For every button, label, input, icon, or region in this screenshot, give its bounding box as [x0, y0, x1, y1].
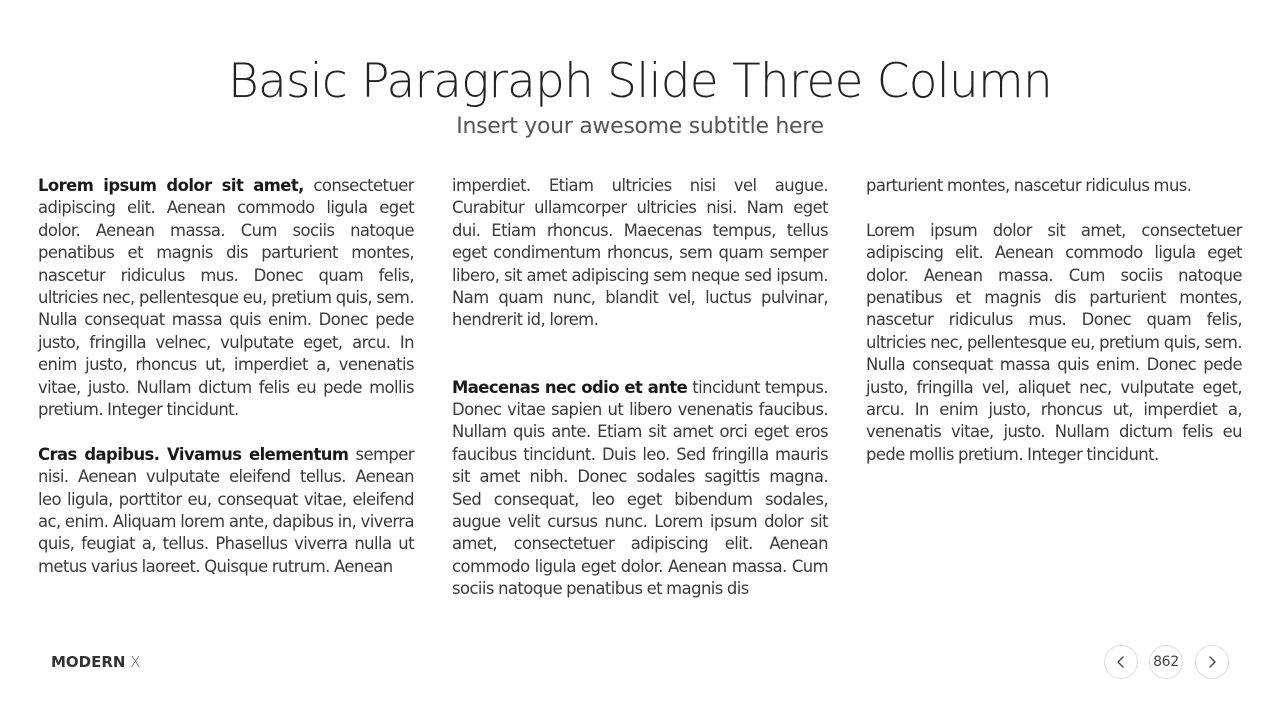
page-number: 862 — [1153, 654, 1179, 670]
paragraph-lead: Cras dapibus. Vivamus elementum — [38, 444, 349, 464]
slide-title: Basic Paragraph Slide Three Column — [228, 54, 1052, 109]
paragraph — [866, 220, 1242, 466]
text-column-1 — [38, 175, 414, 578]
paragraph — [452, 175, 828, 332]
paragraph-lead: Lorem ipsum dolor sit amet, — [38, 176, 304, 195]
text-column-2 — [452, 175, 828, 601]
paragraph-spacer — [38, 421, 414, 443]
chevron-right-icon — [1205, 655, 1219, 669]
paragraph-text: semper nisi. Aenean vulputate eleifend tellus. Aenean leo ligula, porttitor eu, consequat vitae, eleifend ac, enim. Aliquam lorem ante, dapibus in, viverra quis, feugiat a, tellus. Phasellus viverra nulla ut metus varius laoreet. Quisque rutrum. Aenean — [38, 444, 414, 576]
paragraph-text: imperdiet. Etiam ultricies nisi vel augue. Curabitur ullamcorper ultricies nisi. Nam eget dui. Etiam rhoncus. Maecenas tempus, tellus eget condimentum rhoncus, sem quam semper libero, sit amet adipiscing sem neque sed ipsum. Nam quam nunc, blandit vel, luctus pulvinar, hendrerit id, lorem. — [452, 176, 828, 330]
chevron-left-icon — [1114, 655, 1128, 669]
paragraph-text: tincidunt tempus. Donec vitae sapien ut libero venenatis faucibus. Nullam quis ante. Etiam sit amet orci eget eros faucibus tincidunt. Duis leo. Sed fringilla mauris sit amet nibh. Donec sodales sagittis magna. Sed consequat, leo eget bibendum sodales, augue velit cursus nunc. Lorem ipsum dolor sit amet, consectetuer adipiscing elit. Aenean commodo ligula eget dolor. Aenean massa. Cum sociis natoque penatibus et magnis dis — [452, 377, 828, 599]
paragraph-lead: Maecenas nec odio et ante — [452, 377, 688, 397]
text-column-3 — [866, 175, 1242, 466]
paragraph-text: Lorem ipsum dolor sit amet, consectetuer adipiscing elit. Aenean commodo ligula eget dolor. Aenean massa. Cum sociis natoque penatibus et magnis dis parturient montes, nascetur ridiculus mus. Donec quam felis, ultricies nec, pellentesque eu, pretium quis, sem. Nulla consequat massa quis enim. Donec pede justo, fringilla vel, aliquet nec, vulputate eget, arcu. In enim justo, rhoncus ut, imperdiet a, venenatis vitae, justo. Nullam dictum felis eu pede mollis pretium. Integer tincidunt. — [866, 220, 1242, 464]
paragraph-text: parturient montes, nascetur ridiculus mus. — [866, 176, 1192, 195]
paragraph-text: consectetuer adipiscing elit. Aenean commodo ligula eget dolor. Aenean massa. Cum sociis natoque penatibus et magnis dis parturient montes, nascetur ridiculus mus. Donec quam felis, ultricies nec, pellentesque eu, pretium quis, sem. Nulla consequat massa quis enim. Donec pede justo, fringilla velnec, vulputate eget, arcu. In enim justo, rhoncus ut, imperdiet a, venenatis vitae, justo. Nullam dictum felis eu pede mollis pretium. Integer tincidunt. — [38, 176, 414, 420]
paragraph — [38, 444, 414, 578]
next-slide-button[interactable] — [1195, 645, 1229, 679]
brand-logo — [51, 652, 141, 672]
brand-name-light: X — [130, 653, 141, 671]
paragraph-spacer — [866, 197, 1242, 219]
slide-subtitle: Insert your awesome subtitle here — [456, 114, 824, 139]
paragraph — [866, 175, 1242, 197]
paragraph — [38, 175, 414, 421]
paragraph-spacer — [452, 332, 828, 377]
page-number-badge — [1149, 645, 1183, 679]
previous-slide-button[interactable] — [1104, 645, 1138, 679]
paragraph — [452, 377, 828, 601]
brand-name-bold: MODERN — [51, 653, 126, 671]
